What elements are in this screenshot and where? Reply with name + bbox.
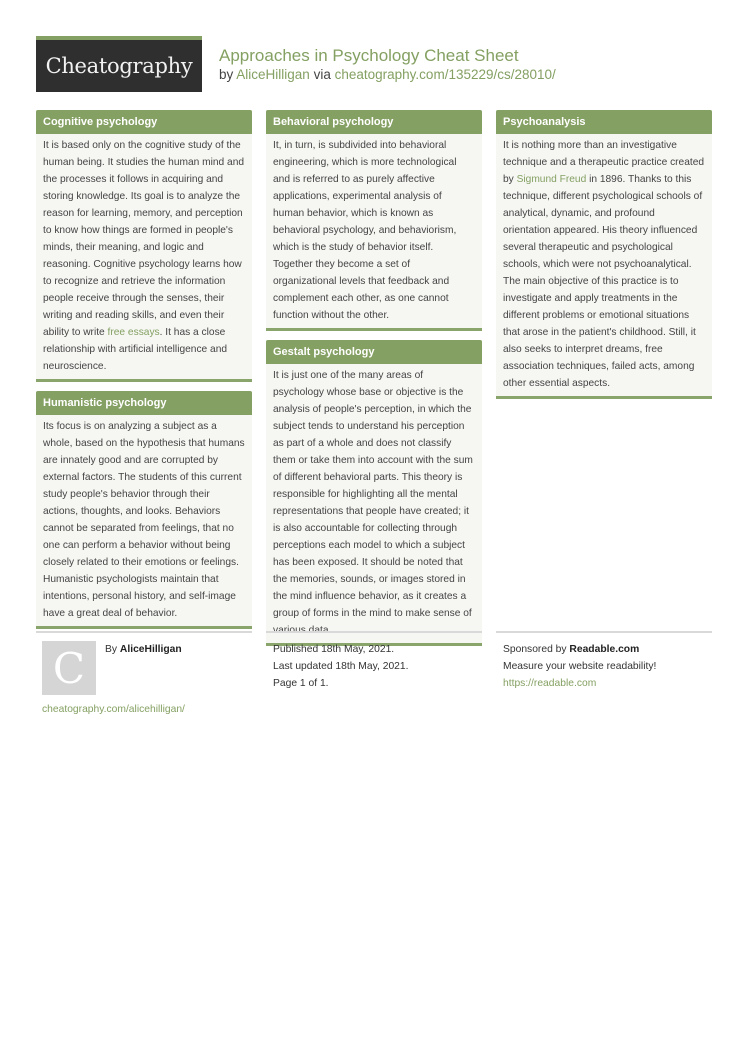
by-label: by [219, 67, 234, 82]
column-3 [496, 110, 712, 408]
free-essays-link[interactable]: free essays [107, 327, 160, 338]
section-title: Humanistic psychology [36, 391, 252, 415]
page-count: Page 1 of 1. [273, 678, 329, 689]
section-title: Cognitive psychology [36, 110, 252, 134]
sponsor-name: Readable.com [569, 644, 640, 655]
sheet-url-link[interactable]: cheatography.com/135229/cs/28010/ [334, 67, 556, 82]
sponsor-link[interactable]: https://readable.com [503, 678, 597, 689]
body-text: in 1896. Thanks to this technique, different psychological schools of analytical, dynamic, and profound orientation appeared. His theory influenced several therapeutic and psychological schools, which were not psychoanalytical. The main objective of this practice is to investigate and apply treatments in the different problems or emotional situations that arose in the patient's childhood. Still, it also seeks to interpret dreams, free association techniques, failed acts, among other essential aspects. [503, 174, 703, 389]
section-body: Its focus is on analyzing a subject as a whole, based on the hypothesis that humans are innately good and are corrupted by external factors. The students of this current study people's behavior through their actions, thoughts, and looks. Behaviors cannot be separated from feelings, that no one can perform a behavior without being closely related to their emotions or feelings. Humanistic psychologists maintain that intentions, personal history, and self-image have a great deal of behavior. [43, 421, 245, 619]
body-text: It is nothing more than an investigative technique and a therapeutic practice created by [503, 140, 705, 185]
section-body: It is just one of the many areas of psychology whose base or objective is the analysis of people's perception, in which the subject tends to understand his perception as part of a whole and does not classify them or take them into account with the sum of different behavioral parts. This theory is responsible for highlighting all the mental representations that people have created; it is also accountable for collecting through perceptions each model to which a subject has been exposed. It should be noted that the memories, sounds, or images stored in the mind influence behavior, as it creates a group of forms in the mind to make sense of various data. [273, 370, 473, 636]
section-title: Gestalt psychology [266, 340, 482, 364]
sigmund-freud-link[interactable]: Sigmund Freud [516, 174, 587, 185]
column-1 [36, 110, 252, 638]
section-title: Psychoanalysis [496, 110, 712, 134]
column-2 [266, 110, 482, 655]
cheatography-logo[interactable] [36, 36, 202, 92]
body-text: . It has a close relationship with artificial intelligence and neuroscience. [43, 327, 228, 372]
section-body [36, 134, 252, 379]
section-gestalt [266, 340, 482, 646]
body-text: It is based only on the cognitive study of the human being. It studies the human mind and the processes it follows in acquiring and storing knowledge. Its goal is to analyze the reason for learning, memory, and perception to know how things are formed in people's minds, their meaning, and logic and reasoning. Cognitive psychology learns how to recognize and retrieve the information people receive through the senses, their writing and reading skills, and even their ability to write [43, 140, 245, 338]
section-body [496, 134, 712, 396]
section-humanistic [36, 391, 252, 629]
footer-dates [266, 631, 482, 692]
footer-author-name: AliceHilligan [119, 644, 182, 655]
footer-author [36, 631, 252, 731]
published-date: Published 18th May, 2021. [273, 644, 395, 655]
footer-byline [105, 641, 182, 658]
sponsor-line [496, 641, 712, 658]
author-link[interactable]: AliceHilligan [236, 67, 310, 82]
author-profile-link[interactable]: cheatography.com/alicehilligan/ [42, 704, 185, 715]
by-label: By [105, 644, 118, 655]
section-behavioral [266, 110, 482, 331]
page-header [219, 46, 556, 84]
section-body: It, in turn, is subdivided into behavioral engineering, which is more technological and is referred to as purely affective applications, experimental analysis of human behavior, which is known as behavioral psychology, and behaviorism, which is the study of behavior itself. Together they become a set of organizational levels that feedback and complement each other, as one cannot function without the other. [273, 140, 457, 321]
section-title: Behavioral psychology [266, 110, 482, 134]
sponsor-tagline: Measure your website readability! [503, 661, 657, 672]
byline [219, 66, 556, 84]
via-label: via [313, 67, 331, 82]
section-cognitive [36, 110, 252, 382]
sponsored-label: Sponsored by [503, 644, 567, 655]
avatar[interactable]: C [42, 641, 96, 695]
page-title[interactable]: Approaches in Psychology Cheat Sheet [219, 46, 519, 65]
section-psychoanalysis [496, 110, 712, 399]
logo-text: Cheatography [45, 54, 193, 78]
footer-sponsor [496, 631, 712, 692]
updated-date: Last updated 18th May, 2021. [273, 661, 409, 672]
